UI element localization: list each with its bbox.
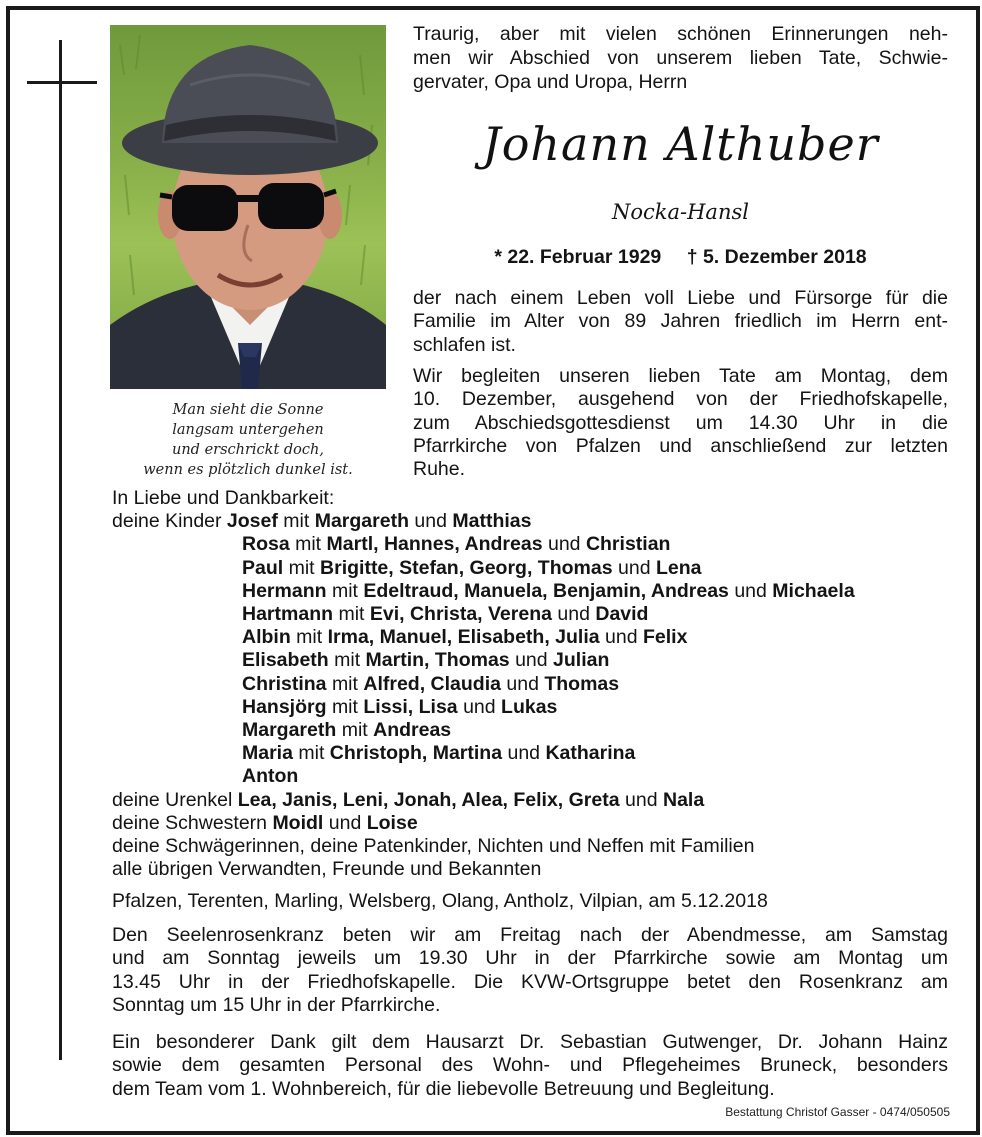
poem-line: und erschrickt doch,	[172, 442, 324, 458]
text-line: 13.45 Uhr in der Friedhofskapelle. Die KVW-Ortsgruppe betet den Rosenkranz am	[112, 970, 948, 993]
text-line: Pfarrkirche von Pfalzen und anschließend zur letzten	[413, 434, 948, 457]
death-notice-text	[413, 287, 948, 357]
portrait-illustration	[110, 25, 386, 389]
cross-icon	[59, 40, 62, 1060]
text-line: Sonntag um 15 Uhr in der Pfarrkirche.	[112, 993, 441, 1016]
others-row: alle übrigen Verwandten, Freunde und Bekannten	[112, 858, 542, 881]
text-line: Familie im Alter von 89 Jahren friedlich im Herrn ent-	[413, 310, 948, 333]
child-row: Anton	[242, 765, 299, 788]
family-heading: In Liebe und Dankbarkeit:	[112, 487, 335, 509]
child-row: Rosa mit Martl, Hannes, Andreas und Christian	[242, 533, 671, 556]
intro-line: Traurig, aber mit vielen schönen Erinnerungen neh-	[413, 23, 948, 45]
poem-line: wenn es plötzlich dunkel ist.	[143, 462, 353, 478]
thanks-text	[112, 1031, 948, 1101]
child-row: Hermann mit Edeltraud, Manuela, Benjamin, Andreas und Michaela	[242, 579, 855, 602]
text-line: zum Abschiedsgottesdienst um 14.30 Uhr in die	[413, 411, 948, 434]
life-dates	[413, 244, 948, 270]
text-line: sowie dem gesamten Personal des Wohn- und Pflegeheimes Bruneck, besonders	[112, 1054, 948, 1077]
poem-line: Man sieht die Sonne	[172, 402, 324, 418]
child-row: Margareth mit Andreas	[242, 719, 452, 742]
funeral-home-credit: Bestattung Christof Gasser - 0474/050505	[725, 1105, 950, 1119]
child-row: Christina mit Alfred, Claudia und Thomas	[242, 672, 620, 695]
poem	[110, 400, 386, 480]
child-row: Paul mit Brigitte, Stefan, Georg, Thomas und Lena	[242, 556, 702, 579]
family-list	[112, 487, 952, 881]
death-date: † 5. Dezember 2018	[686, 246, 867, 268]
child-row: Albin mit Irma, Manuel, Elisabeth, Julia und Felix	[242, 626, 688, 649]
text-line: dem Team vom 1. Wohnbereich, für die liebevolle Betreuung und Begleitung.	[112, 1077, 775, 1100]
intro-line: gervater, Opa und Uropa, Herrn	[413, 71, 688, 93]
great-grandchildren-row: deine Urenkel Lea, Janis, Leni, Jonah, Alea, Felix, Greta und Nala	[112, 788, 705, 811]
text-line: und am Sonntag jeweils um 19.30 Uhr in der Pfarrkirche sowie am Montag um	[112, 947, 948, 970]
place-date: Pfalzen, Terenten, Marling, Welsberg, Olang, Antholz, Vilpian, am 5.12.2018	[112, 890, 768, 912]
text-line: Ruhe.	[413, 458, 466, 481]
text-line: Den Seelenrosenkranz beten wir am Freitag nach der Abendmesse, am Samstag	[112, 924, 948, 946]
intro-text	[413, 22, 948, 94]
deceased-name: Johann Althuber	[482, 117, 879, 171]
portrait-photo	[110, 25, 386, 389]
birth-date: * 22. Februar 1929	[494, 246, 662, 268]
rosary-text	[112, 924, 948, 1017]
poem-line: langsam untergehen	[172, 422, 324, 438]
cross-icon-bar	[27, 81, 97, 84]
text-line: Wir begleiten unseren lieben Tate am Montag, dem	[413, 365, 948, 387]
text-line: schlafen ist.	[413, 333, 516, 356]
text-line: der nach einem Leben voll Liebe und Fürsorge für die	[413, 287, 948, 309]
child-row: Maria mit Christoph, Martina und Katharina	[242, 742, 636, 765]
nickname: Nocka-Hansl	[612, 200, 749, 224]
others-row: deine Schwägerinnen, deine Patenkinder, Nichten und Neffen mit Familien	[112, 835, 755, 858]
text-line: Ein besonderer Dank gilt dem Hausarzt Dr. Sebastian Gutwenger, Dr. Johann Hainz	[112, 1031, 948, 1053]
text-line: 10. Dezember, ausgehend von der Friedhofskapelle,	[413, 388, 948, 411]
funeral-info-text	[413, 365, 948, 481]
child-row: Elisabeth mit Martin, Thomas und Julian	[242, 649, 610, 672]
intro-line: men wir Abschied von unserem lieben Tate, Schwie-	[413, 47, 948, 69]
child-row: Hartmann mit Evi, Christa, Verena und David	[242, 603, 649, 626]
family-prefix: deine Kinder	[112, 510, 222, 533]
child-row: deine Kinder Josef mit Margareth und Matthias	[112, 510, 532, 533]
child-row: Hansjörg mit Lissi, Lisa und Lukas	[242, 695, 558, 718]
sisters-row: deine Schwestern Moidl und Loise	[112, 811, 418, 834]
